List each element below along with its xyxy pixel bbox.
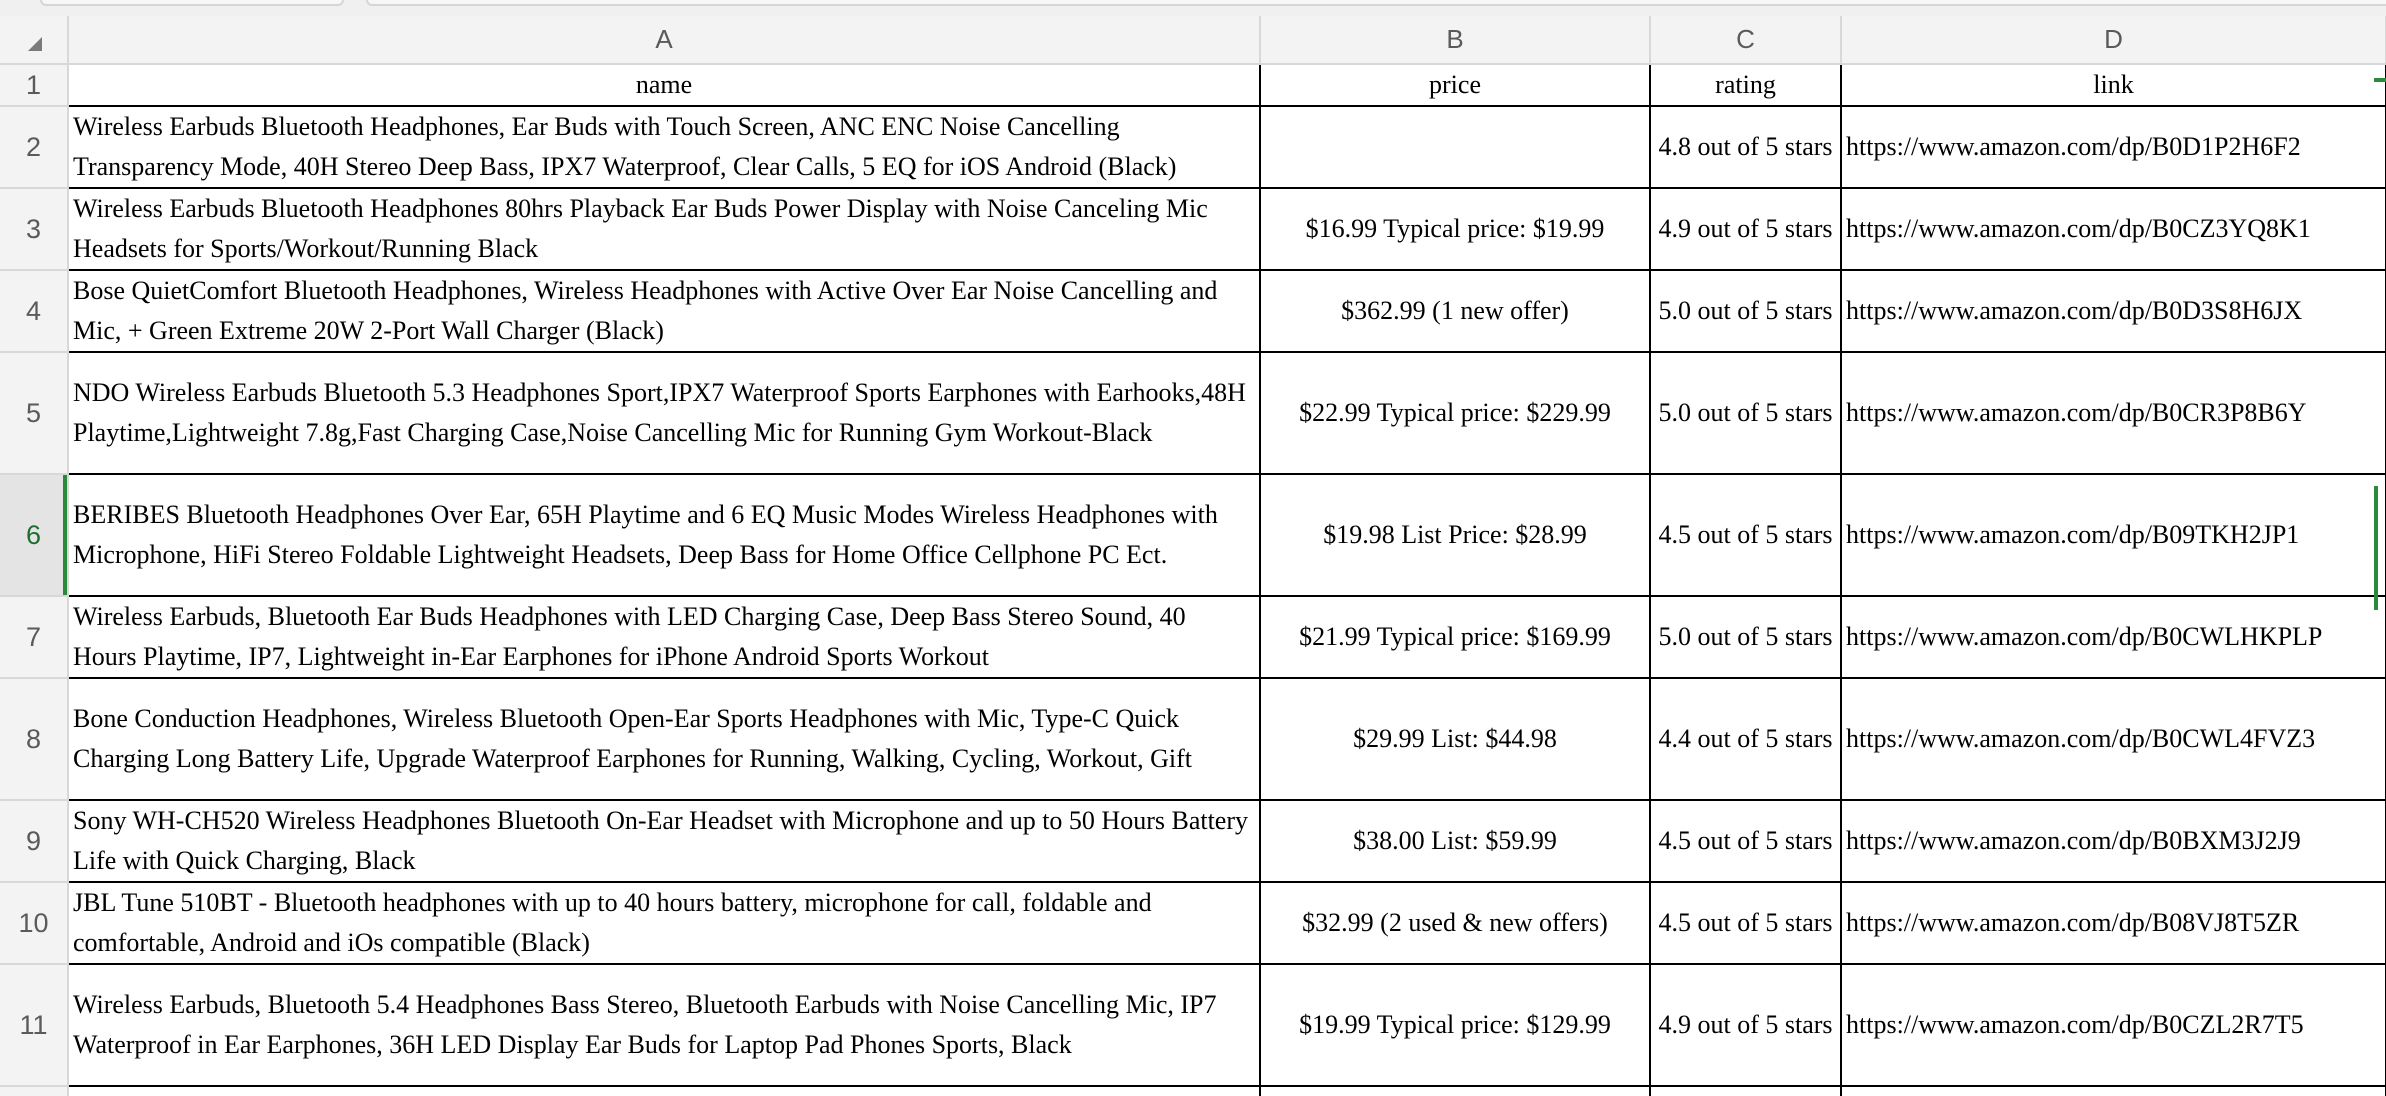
cell-name[interactable]: Wireless Earbuds, Bluetooth 5.4 Headphones Bass Stereo, Bluetooth Earbuds with Noise Cancelling Mic, IP7 Waterproof in Ear Earphones, 36H LED Display Ear Buds for Laptop Pad Phones Sports, Black (68, 964, 1260, 1086)
table-row (0, 678, 2386, 800)
cell-link[interactable]: https://www.amazon.com/dp/B0D3S8H6JX (1841, 270, 2386, 352)
table-row (0, 596, 2386, 678)
cell-name[interactable]: Bone Conduction Headphones, Wireless Bluetooth Open-Ear Sports Headphones with Mic, Type-C Quick Charging Long Battery Life, Upgrade Waterproof Earphones for Running, Walking, Cycling, Workout, Gift (68, 678, 1260, 800)
row-header[interactable]: 11 (0, 964, 68, 1086)
selection-edge-right (2374, 486, 2378, 610)
row-header-selected[interactable]: 6 (0, 474, 68, 596)
row-header[interactable] (0, 1086, 68, 1096)
top-toolbar-strip (0, 0, 2386, 16)
cell-name[interactable]: BERIBES Bluetooth Headphones Over Ear, 65H Playtime and 6 EQ Music Modes Wireless Headphones with Microphone, HiFi Stereo Foldable Lightweight Headsets, Deep Bass for Home Office Cellphone PC Ect. (68, 474, 1260, 596)
table-row (0, 800, 2386, 882)
cell-price[interactable] (1260, 1086, 1650, 1096)
selection-edge-top (2374, 78, 2386, 82)
table-row (0, 882, 2386, 964)
cell-price[interactable]: $38.00 List: $59.99 (1260, 800, 1650, 882)
table-row (0, 352, 2386, 474)
cell-link[interactable]: https://www.amazon.com/dp/B08VJ8T5ZR (1841, 882, 2386, 964)
row-header[interactable]: 4 (0, 270, 68, 352)
grid-table (0, 16, 2386, 1096)
cell-name[interactable]: Sony WH-CH520 Wireless Headphones Bluetooth On-Ear Headset with Microphone and up to 50 Hours Battery Life with Quick Charging, Black (68, 800, 1260, 882)
cell-rating[interactable]: 4.8 out of 5 stars (1650, 106, 1841, 188)
cell-link[interactable] (1841, 1086, 2386, 1096)
cell-header-name[interactable]: name (68, 64, 1260, 106)
cell-rating[interactable]: 4.9 out of 5 stars (1650, 188, 1841, 270)
cell-price[interactable]: $29.99 List: $44.98 (1260, 678, 1650, 800)
cell-rating[interactable]: 4.4 out of 5 stars (1650, 678, 1841, 800)
cell-price[interactable]: $32.99 (2 used & new offers) (1260, 882, 1650, 964)
row-header[interactable]: 2 (0, 106, 68, 188)
row-header[interactable]: 3 (0, 188, 68, 270)
column-header-row (0, 16, 2386, 64)
cell-link[interactable]: https://www.amazon.com/dp/B0CWLHKPLP (1841, 596, 2386, 678)
cell-price[interactable]: $19.98 List Price: $28.99 (1260, 474, 1650, 596)
cell-name[interactable] (68, 1086, 1260, 1096)
cell-price[interactable]: $362.99 (1 new offer) (1260, 270, 1650, 352)
cell-price[interactable] (1260, 106, 1650, 188)
formula-bar[interactable] (366, 0, 2386, 6)
cell-rating[interactable] (1650, 1086, 1841, 1096)
cell-link[interactable]: https://www.amazon.com/dp/B0CZ3YQ8K1 (1841, 188, 2386, 270)
table-row (0, 1086, 2386, 1096)
table-row (0, 270, 2386, 352)
cell-name[interactable]: Bose QuietComfort Bluetooth Headphones, Wireless Headphones with Active Over Ear Noise Cancelling and Mic, + Green Extreme 20W 2-Port Wall Charger (Black) (68, 270, 1260, 352)
cell-price[interactable]: $22.99 Typical price: $229.99 (1260, 352, 1650, 474)
cell-header-link[interactable]: link (1841, 64, 2386, 106)
cell-name[interactable]: Wireless Earbuds Bluetooth Headphones, Ear Buds with Touch Screen, ANC ENC Noise Cancelling Transparency Mode, 40H Stereo Deep Bass, IPX7 Waterproof, Clear Calls, 5 EQ for iOS Android (Black) (68, 106, 1260, 188)
cell-link[interactable]: https://www.amazon.com/dp/B0BXM3J2J9 (1841, 800, 2386, 882)
cell-link[interactable]: https://www.amazon.com/dp/B0CR3P8B6Y (1841, 352, 2386, 474)
spreadsheet-grid[interactable] (0, 16, 2386, 1096)
cell-header-rating[interactable]: rating (1650, 64, 1841, 106)
column-header-c[interactable]: C (1650, 16, 1841, 64)
cell-rating[interactable]: 4.5 out of 5 stars (1650, 474, 1841, 596)
table-row (0, 188, 2386, 270)
row-header[interactable]: 10 (0, 882, 68, 964)
column-header-d[interactable]: D (1841, 16, 2386, 64)
row-header[interactable]: 8 (0, 678, 68, 800)
select-all-corner[interactable] (0, 16, 68, 64)
cell-rating[interactable]: 4.5 out of 5 stars (1650, 800, 1841, 882)
cell-price[interactable]: $21.99 Typical price: $169.99 (1260, 596, 1650, 678)
cell-rating[interactable]: 5.0 out of 5 stars (1650, 352, 1841, 474)
cell-rating[interactable]: 5.0 out of 5 stars (1650, 596, 1841, 678)
row-header[interactable]: 5 (0, 352, 68, 474)
table-row (0, 106, 2386, 188)
table-row-header (0, 64, 2386, 106)
cell-header-price[interactable]: price (1260, 64, 1650, 106)
cell-price[interactable]: $19.99 Typical price: $129.99 (1260, 964, 1650, 1086)
cell-link[interactable]: https://www.amazon.com/dp/B0CWL4FVZ3 (1841, 678, 2386, 800)
column-header-a[interactable]: A (68, 16, 1260, 64)
cell-name[interactable]: Wireless Earbuds, Bluetooth Ear Buds Headphones with LED Charging Case, Deep Bass Stereo Sound, 40 Hours Playtime, IP7, Lightweight in-Ear Earphones for iPhone Android Sports Workout (68, 596, 1260, 678)
table-row (0, 474, 2386, 596)
column-header-b[interactable]: B (1260, 16, 1650, 64)
cell-link[interactable]: https://www.amazon.com/dp/B0CZL2R7T5 (1841, 964, 2386, 1086)
cell-rating[interactable]: 4.5 out of 5 stars (1650, 882, 1841, 964)
cell-name[interactable]: NDO Wireless Earbuds Bluetooth 5.3 Headphones Sport,IPX7 Waterproof Sports Earphones with Earhooks,48H Playtime,Lightweight 7.8g,Fast Charging Case,Noise Cancelling Mic for Running Gym Workout-Black (68, 352, 1260, 474)
cell-name[interactable]: JBL Tune 510BT - Bluetooth headphones with up to 40 hours battery, microphone for call, foldable and comfortable, Android and iOs compatible (Black) (68, 882, 1260, 964)
formula-name-box[interactable] (40, 0, 344, 6)
cell-rating[interactable]: 5.0 out of 5 stars (1650, 270, 1841, 352)
cell-link[interactable]: https://www.amazon.com/dp/B09TKH2JP1 (1841, 474, 2386, 596)
select-all-triangle-icon (28, 37, 42, 51)
row-header[interactable]: 9 (0, 800, 68, 882)
table-row (0, 964, 2386, 1086)
cell-rating[interactable]: 4.9 out of 5 stars (1650, 964, 1841, 1086)
row-header[interactable]: 1 (0, 64, 68, 106)
cell-name[interactable]: Wireless Earbuds Bluetooth Headphones 80hrs Playback Ear Buds Power Display with Noise Canceling Mic Headsets for Sports/Workout/Running Black (68, 188, 1260, 270)
cell-price[interactable]: $16.99 Typical price: $19.99 (1260, 188, 1650, 270)
cell-link[interactable]: https://www.amazon.com/dp/B0D1P2H6F2 (1841, 106, 2386, 188)
row-header[interactable]: 7 (0, 596, 68, 678)
